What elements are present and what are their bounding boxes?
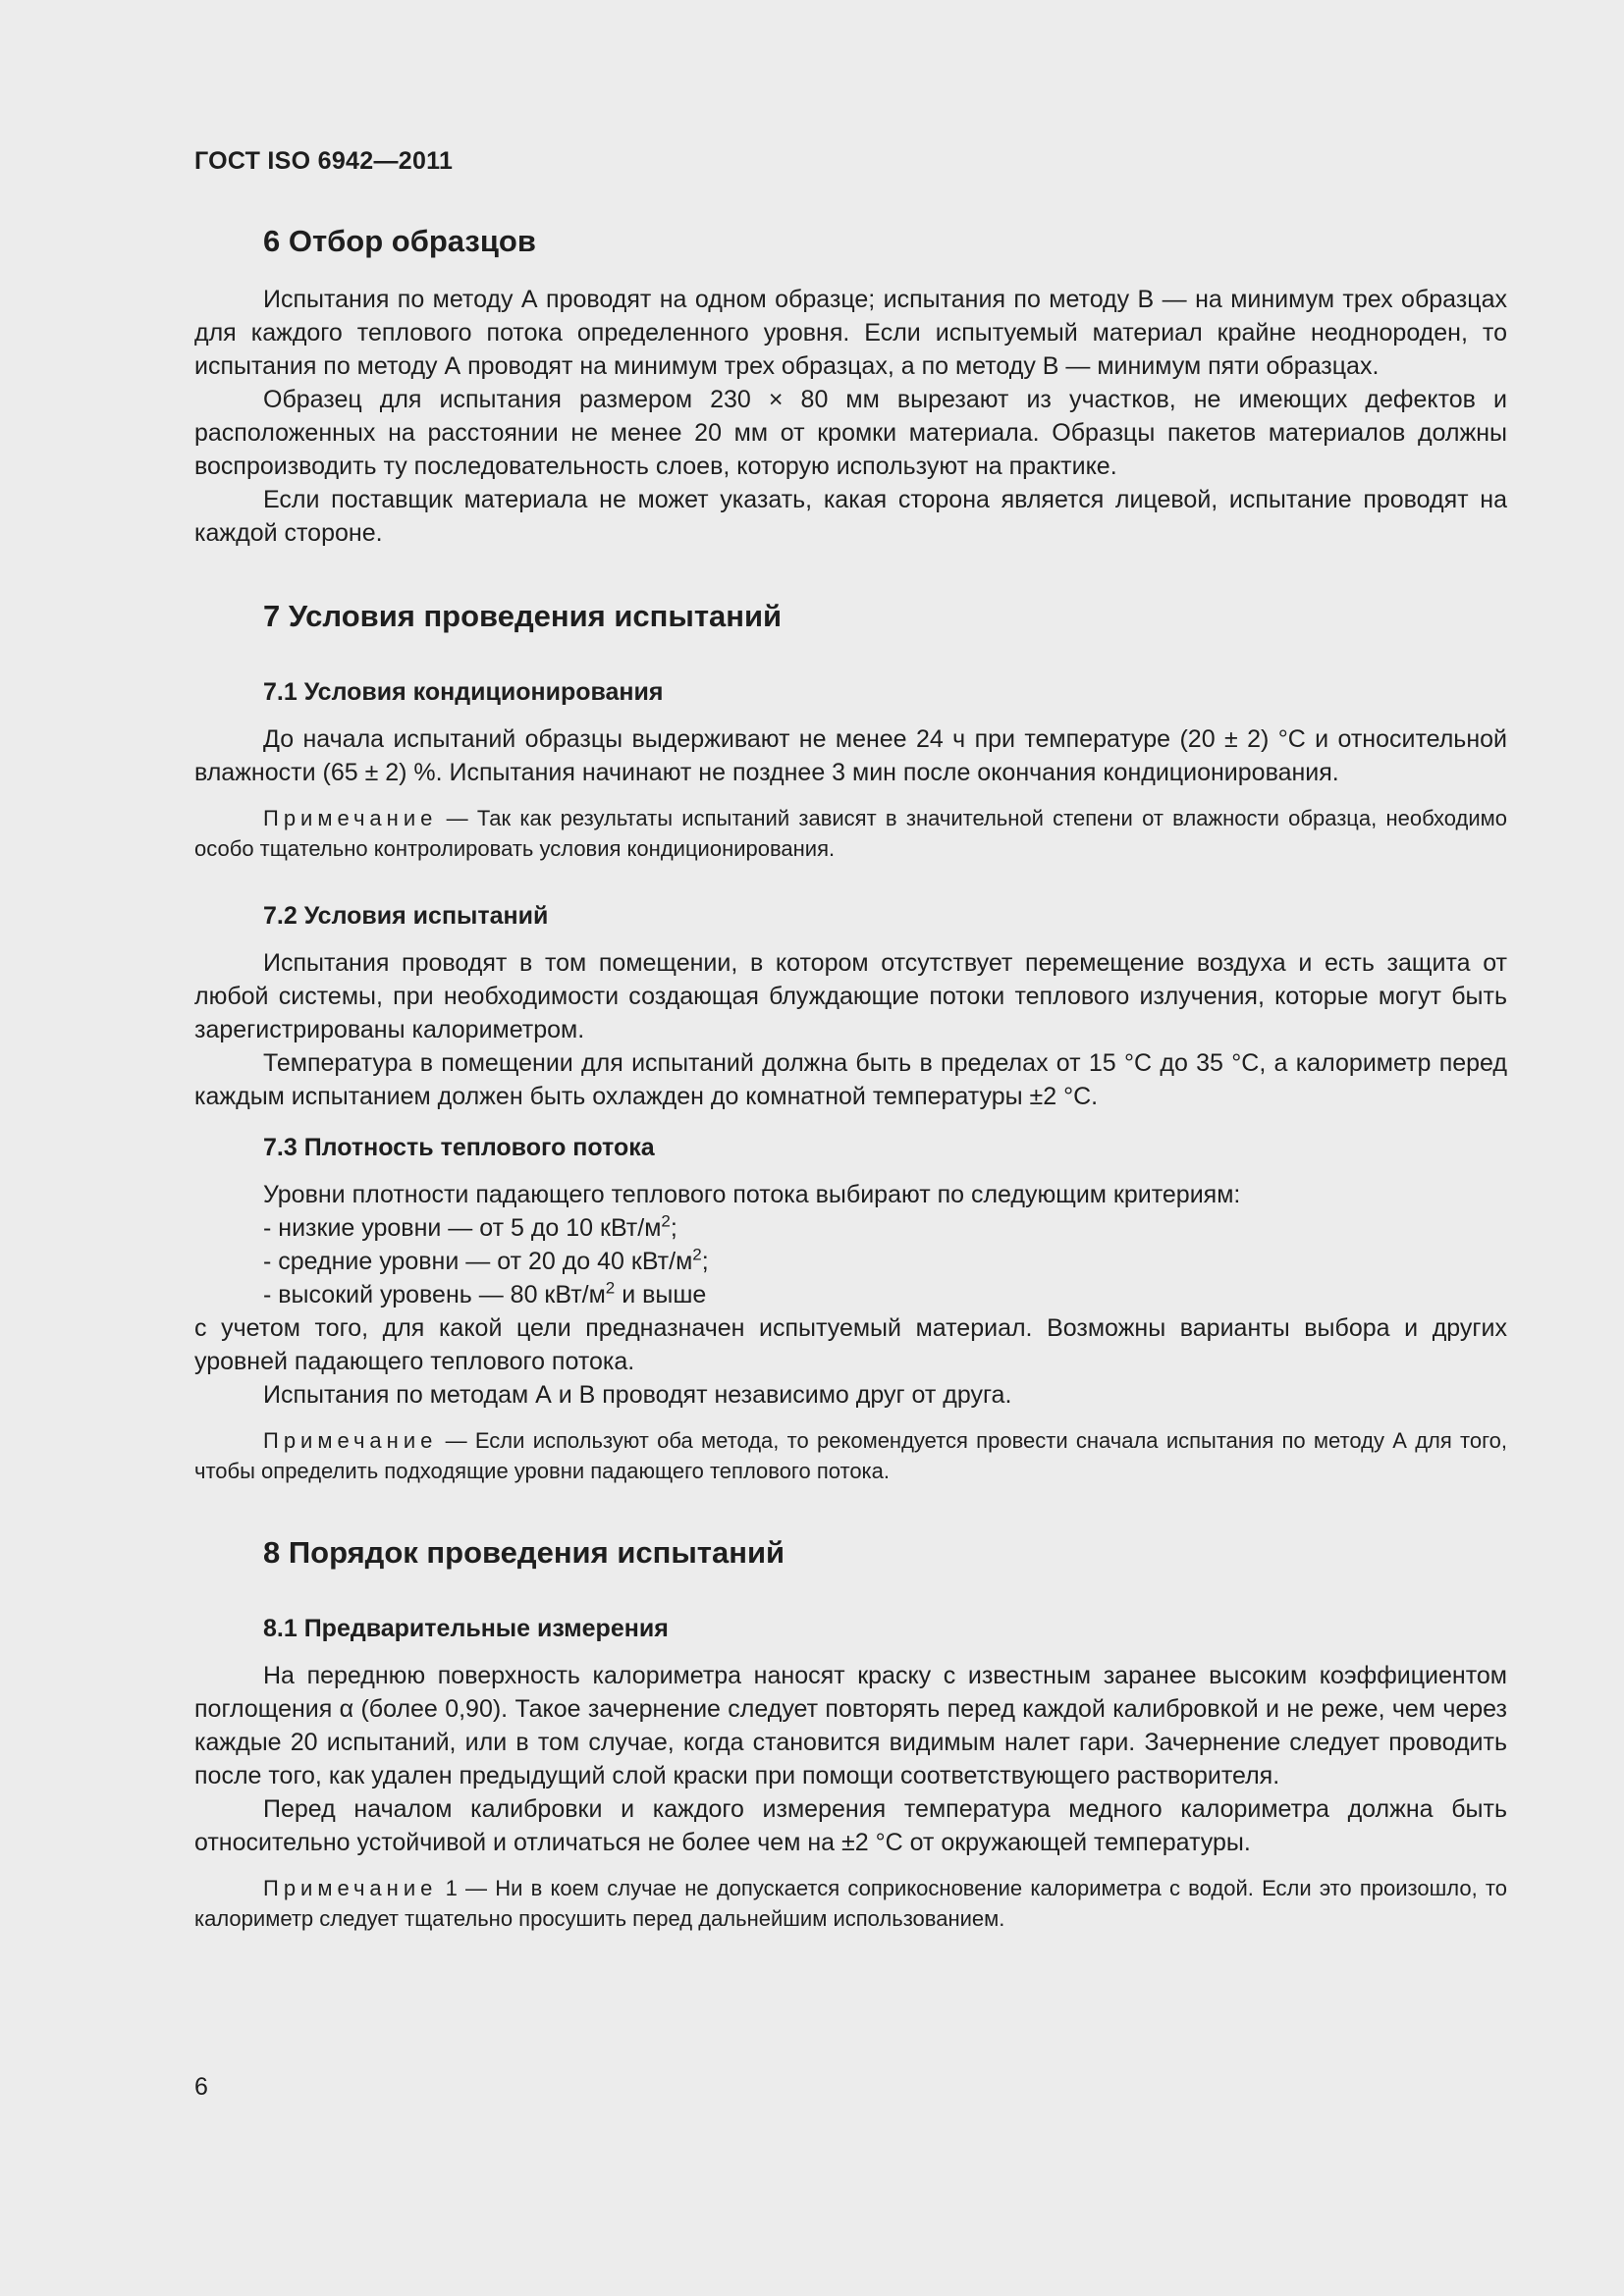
note-text: — Если используют оба метода, то рекомендуется провести сначала испытания по методу А для того, чтобы определить подходящие уровни падающего теплового потока. bbox=[194, 1428, 1507, 1483]
section-7-2-paragraph-1: Испытания проводят в том помещении, в котором отсутствует перемещение воздуха и есть защита от любой системы, при необходимости создающая блуждающие потоки теплового излучения, которые могут быть зарегистрированы калориметром. bbox=[194, 949, 1507, 1043]
section-6-paragraph-3: Если поставщик материала не может указать, какая сторона является лицевой, испытание проводят на каждой стороне. bbox=[194, 486, 1507, 547]
section-7-title: 7 Условия проведения испытаний bbox=[263, 599, 783, 633]
section-8-1-paragraph-1: На переднюю поверхность калориметра наносят краску с известным заранее высоким коэффициентом поглощения α (более 0,90). Такое зачернение следует повторять перед каждой калибровкой и не реже, чем через каждые 20 испытаний, или в том случае, когда становится видимым налет гари. Зачернение следует проводить после того, как удален предыдущий слой краски при помощи соответствующего растворителя. bbox=[194, 1662, 1507, 1789]
document-body bbox=[194, 222, 1507, 1934]
note-text: 1 — Ни в коем случае не допускается соприкосновение калориметра с водой. Если это произошло, то калориметр следует тщательно просушить перед дальнейшим использованием. bbox=[194, 1876, 1507, 1931]
note-label: Примечание bbox=[263, 1428, 438, 1453]
list-item-medium: - средние уровни — от 20 до 40 кВт/$м^2$; bbox=[263, 1245, 709, 1275]
note-label: Примечание bbox=[263, 1876, 438, 1900]
section-7-3-paragraph-1: Уровни плотности падающего теплового потока выбирают по следующим критериям: bbox=[263, 1181, 1241, 1208]
section-7-1-paragraph: До начала испытаний образцы выдерживают не менее 24 ч при температуре (20 ± 2) °С и относительной влажности (65 ± 2) %. Испытания начинают не позднее 3 мин после окончания кондиционирования. bbox=[194, 725, 1507, 786]
section-6-title: 6 Отбор образцов bbox=[263, 224, 536, 258]
section-7-3-note bbox=[194, 1425, 1507, 1486]
section-7-3-paragraph-2: с учетом того, для какой цели предназначен испытуемый материал. Возможны варианты выбора и других уровней падающего теплового потока. bbox=[194, 1314, 1507, 1375]
section-8-1-paragraph-2: Перед началом калибровки и каждого измерения температура медного калориметра должна быть относительно устойчивой и отличаться не более чем на ±2 °С от окружающей температуры. bbox=[194, 1795, 1507, 1856]
note-text: — Так как результаты испытаний зависят в значительной степени от влажности образца, необходимо особо тщательно контролировать условия кондиционирования. bbox=[194, 806, 1507, 861]
list-item-low: - низкие уровни — от 5 до 10 кВт/$м^2$; bbox=[263, 1211, 677, 1242]
section-7-3-paragraph-3: Испытания по методам А и В проводят независимо друг от друга. bbox=[263, 1381, 1012, 1409]
section-8-title: 8 Порядок проведения испытаний bbox=[263, 1535, 785, 1570]
section-7-2-title: 7.2 Условия испытаний bbox=[263, 902, 549, 930]
section-7-1-title: 7.1 Условия кондиционирования bbox=[263, 678, 664, 706]
section-6-paragraph-2: Образец для испытания размером 230 × 80 мм вырезают из участков, не имеющих дефектов и расположенных на расстоянии не менее 20 мм от кромки материала. Образцы пакетов материалов должны воспроизводить ту последовательность слоев, которую используют на практике. bbox=[194, 386, 1507, 480]
section-7-3-title: 7.3 Плотность теплового потока bbox=[263, 1134, 655, 1161]
document-header: ГОСТ ISO 6942—2011 bbox=[194, 147, 454, 175]
section-7-1-note bbox=[194, 803, 1507, 864]
section-8-1-title: 8.1 Предварительные измерения bbox=[263, 1615, 669, 1642]
section-6-paragraph-1: Испытания по методу А проводят на одном образце; испытания по методу В — на минимум трех образцах для каждого теплового потока определенного уровня. Если испытуемый материал крайне неоднороден, то испытания по методу А проводят на минимум трех образцах, а по методу В — минимум пяти образцах. bbox=[194, 286, 1507, 380]
page-number: 6 bbox=[194, 2073, 208, 2101]
section-8-1-note bbox=[194, 1873, 1507, 1934]
note-label: Примечание bbox=[263, 806, 438, 830]
section-7-2-paragraph-2: Температура в помещении для испытаний должна быть в пределах от 15 °С до 35 °С, а калориметр перед каждым испытанием должен быть охлажден до комнатной температуры ±2 °С. bbox=[194, 1049, 1507, 1110]
list-item-high: - высокий уровень — 80 кВт/$м^2$ и выше bbox=[263, 1278, 707, 1308]
